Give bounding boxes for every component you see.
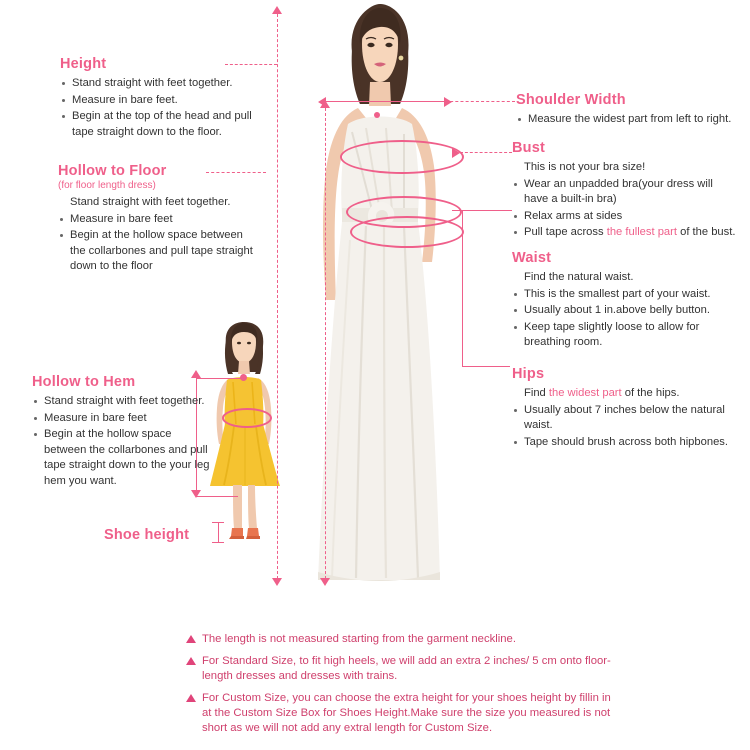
shoulder-arrow-left [318, 97, 326, 107]
section-shoulder-width-bullets [516, 112, 738, 128]
section-height [60, 56, 265, 141]
model-long-dress-illustration [300, 0, 460, 600]
height-arrow-top [272, 6, 282, 14]
hollow-to-hem-bottom-tick [196, 496, 238, 497]
height-measure-line [277, 14, 278, 584]
list-item: Relax arms at sides [512, 209, 740, 225]
section-hips [512, 366, 736, 451]
hollow-to-floor-arrow-bottom [320, 578, 330, 586]
section-hollow-to-hem [32, 374, 210, 490]
list-item: Stand straight with feet together. [60, 76, 265, 92]
shoulder-arrow-right [444, 97, 452, 107]
section-shoulder-width-heading: Shoulder Width [516, 92, 626, 108]
bust-measure-band [340, 140, 464, 174]
section-hollow-to-floor-subheading: (for floor length dress) [58, 180, 156, 191]
section-hips-bullets [512, 386, 736, 450]
shoe-height-tick-top [212, 522, 224, 523]
bust-arrow [452, 148, 460, 158]
footer-note [186, 691, 616, 736]
hips-measure-band [350, 216, 464, 248]
hollow-to-hem-hollow-marker [240, 374, 247, 381]
bust-emphasis: the fullest part [606, 226, 677, 238]
section-waist [512, 250, 734, 352]
list-item: Find the natural waist. [524, 271, 634, 283]
shoulder-width-leader-line [445, 101, 515, 102]
section-hollow-to-hem-bullets [32, 394, 210, 489]
section-bust-bullets [512, 160, 740, 241]
section-hollow-to-hem-heading: Hollow to Hem [32, 374, 136, 390]
hollow-to-floor-measure-line [325, 108, 326, 584]
list-item: Measure the widest part from left to right. [516, 112, 738, 128]
section-waist-heading: Waist [512, 250, 552, 266]
section-shoe-height-heading: Shoe height [104, 527, 190, 543]
list-item: Begin at the hollow space between the collarbones and pull tape straight down to the your leg hem you want. [32, 427, 210, 489]
footer-note [186, 654, 616, 684]
list-item: Usually about 7 inches below the natural waist. [512, 403, 736, 434]
section-height-bullets [60, 76, 265, 140]
hips-leader-horizontal [462, 366, 510, 367]
height-arrow-bottom [272, 578, 282, 586]
list-item: Measure in bare feet [32, 411, 210, 427]
list-item: Wear an unpadded bra(your dress will have a built-in bra) [512, 177, 740, 208]
list-item: Find the widest part of the hips. [524, 387, 680, 399]
warning-triangle-icon [186, 657, 196, 665]
footer-note [186, 632, 616, 647]
section-bust-heading: Bust [512, 140, 546, 156]
list-item: Stand straight with feet together. [32, 394, 210, 410]
warning-triangle-icon [186, 694, 196, 702]
list-item: This is the smallest part of your waist. [512, 287, 734, 303]
list-item: Measure in bare feet. [60, 93, 265, 109]
list-item: Begin at the top of the head and pull tape straight down to the floor. [60, 109, 265, 140]
shoe-height-tick-bottom [212, 542, 224, 543]
list-item: Begin at the hollow space between the collarbones and pull tape straight down to the floor [58, 228, 258, 275]
footer-note-text: For Standard Size, to fit high heels, we will add an extra 2 inches/ 5 cm onto floor-length dresses and dresses with trains. [202, 655, 611, 682]
bust-leader-line [460, 152, 512, 153]
section-shoulder-width [516, 92, 738, 129]
shoe-height-line [218, 522, 219, 542]
section-bust [512, 140, 740, 242]
list-item: Tape should brush across both hipbones. [512, 435, 736, 451]
list-item: This is not your bra size! [524, 161, 646, 173]
hips-leader-vertical [462, 230, 463, 366]
section-waist-bullets [512, 270, 734, 351]
section-shoe-height [104, 527, 189, 543]
shoulder-width-line [325, 101, 445, 102]
footer-notes [186, 632, 616, 743]
hips-emphasis: the widest part [548, 387, 622, 399]
hollow-to-hem-band [222, 408, 272, 428]
footer-note-text: For Custom Size, you can choose the extra height for your shoes height by fillin in at the Custom Size Box for Shoes Height.Make sure the size you measured is not short as we will not add any extral length for Custom Size. [202, 692, 611, 734]
footer-note-text: The length is not measured starting from the garment neckline. [202, 633, 516, 645]
list-item: Stand straight with feet together. [70, 196, 231, 208]
list-item: Usually about 1 in.above belly button. [512, 303, 734, 319]
warning-triangle-icon [186, 635, 196, 643]
list-item: Keep tape slightly loose to allow for breathing room. [512, 320, 734, 351]
list-item: Measure in bare feet [58, 212, 258, 228]
section-hollow-to-floor-heading: Hollow to Floor [58, 163, 167, 179]
waist-leader-line [452, 210, 512, 211]
section-height-heading: Height [60, 56, 107, 72]
section-hollow-to-floor [58, 163, 258, 276]
section-hips-heading: Hips [512, 366, 545, 382]
hollow-point-marker [374, 112, 380, 118]
list-item: Pull tape across the fullest part of the bust. [512, 225, 740, 241]
section-hollow-to-floor-bullets [58, 195, 258, 275]
